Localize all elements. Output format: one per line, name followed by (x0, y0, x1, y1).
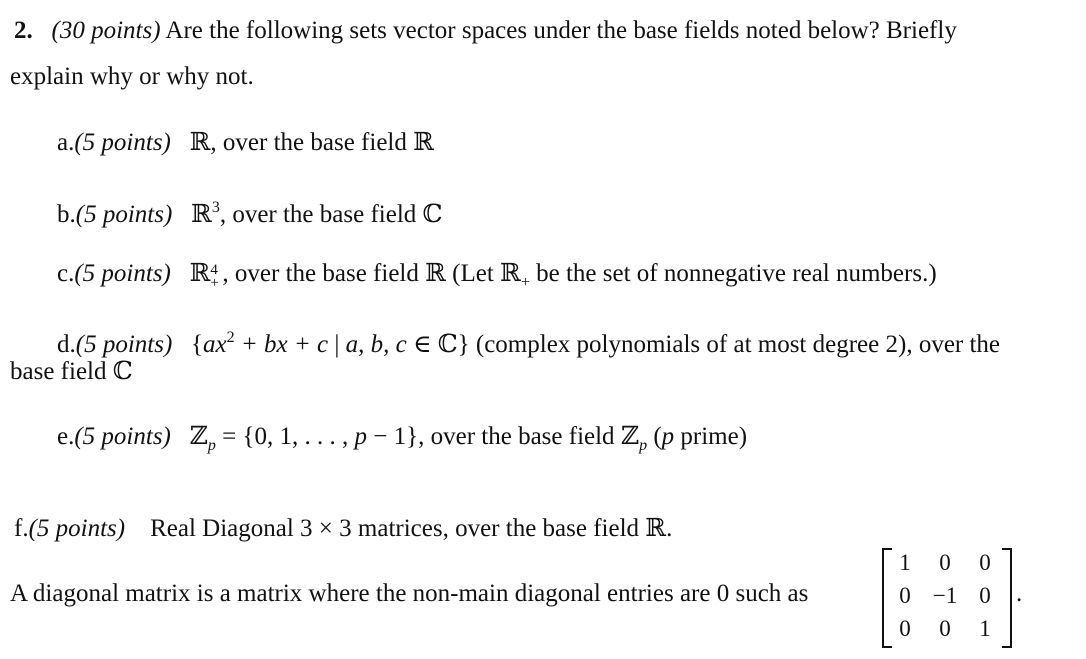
part-f-example-text: A diagonal matrix is a matrix where the non-main diagonal entries are 0 such as (10, 580, 809, 607)
part-a-set: ℝ (189, 127, 211, 156)
part-c-set-sup: 4 (210, 262, 218, 278)
part-c-label: c. (57, 260, 75, 287)
matrix-cell: 0 (939, 616, 951, 641)
part-f-end-period: . (1016, 580, 1023, 607)
problem-points: (30 points) (51, 17, 161, 44)
matrix-cell: 0 (899, 583, 911, 608)
part-d-text-line2: base field (10, 358, 113, 385)
part-d-in: ∈ (406, 331, 438, 358)
part-f (14, 513, 672, 544)
part-d-set-close: } (457, 331, 470, 358)
matrix-cell: 0 (939, 550, 951, 575)
part-a-label: a. (57, 129, 75, 156)
part-e-p2: p (661, 423, 675, 450)
part-b-text: , over the base field (219, 201, 423, 228)
part-a-field: ℝ (413, 127, 434, 156)
part-e-label: e. (57, 423, 75, 450)
part-b-set: ℝ (191, 199, 212, 228)
part-d-line2 (10, 356, 133, 387)
problem-text-line2: explain why or why not. (10, 63, 254, 90)
matrix-cell: 0 (899, 616, 911, 641)
part-c-set: ℝ (189, 258, 211, 287)
part-c-script (210, 258, 222, 291)
part-b-label: b. (57, 201, 76, 228)
part-d-poly-a: ax (203, 331, 227, 358)
part-c-set-sub: + (210, 275, 219, 291)
part-d-set-field: ℂ (437, 329, 458, 358)
matrix-cell: 0 (979, 583, 991, 608)
part-f-period: . (666, 515, 673, 542)
part-c-note-set: ℝ (500, 258, 521, 287)
part-e-p: p (354, 423, 367, 450)
part-e-text: , over the base field (418, 423, 621, 450)
part-a-points: (5 points) (74, 129, 171, 156)
part-d-points: (5 points) (75, 331, 173, 358)
part-b-points: (5 points) (75, 201, 173, 228)
part-d-line1 (57, 323, 1000, 360)
part-c (57, 258, 937, 298)
part-c-field: ℝ (425, 258, 446, 287)
part-e-field-sub: p (639, 437, 648, 454)
part-d-set-open: { (191, 331, 204, 358)
part-e-paren-open: ( (647, 423, 662, 450)
problem-number: 2. (14, 17, 33, 44)
part-e-equals: = {0, 1, . . . , (215, 423, 355, 450)
part-e-minus-one: − 1} (367, 423, 419, 450)
part-f-text-pre: Real Diagonal 3 × 3 matrices, over the base field (150, 515, 646, 542)
part-b (57, 193, 442, 230)
diagonal-matrix-example (882, 548, 1012, 646)
part-e (57, 421, 747, 461)
part-a-text: , over the base field (210, 129, 414, 156)
part-d-poly-rest: + bx + c (234, 331, 329, 358)
part-e-paren-close: prime) (674, 423, 748, 450)
part-c-points: (5 points) (74, 260, 171, 287)
part-c-note-pre: (Let (445, 260, 501, 287)
part-d-label: d. (57, 331, 76, 358)
problem-header-line1 (14, 16, 957, 46)
matrix-end-period (1016, 579, 1022, 609)
part-d-text-line1: (complex polynomials of at most degree 2), over the (469, 331, 1001, 358)
part-f-label: f. (14, 515, 29, 542)
part-f-points: (5 points) (28, 515, 126, 542)
part-b-set-sup: 3 (211, 199, 220, 216)
part-b-field: ℂ (422, 199, 443, 228)
part-f-example (10, 579, 808, 609)
part-c-note-post: be the set of nonnegative real numbers.) (529, 260, 937, 287)
part-d-vars: a, b, c (345, 331, 407, 358)
part-e-points: (5 points) (74, 423, 171, 450)
part-f-field: ℝ (645, 513, 667, 542)
problem-text-line1: Are the following sets vector spaces under the base fields noted below? Briefly (165, 17, 957, 44)
matrix-cell: 0 (979, 550, 991, 575)
part-a (57, 127, 434, 158)
part-d-poly-sup: 2 (226, 329, 235, 346)
part-e-set: ℤ (189, 421, 208, 450)
matrix-cell: 1 (899, 550, 911, 575)
part-d-field: ℂ (112, 356, 133, 385)
part-c-note-sub: + (520, 274, 530, 291)
part-c-text: , over the base field (222, 260, 426, 287)
part-d-bar: | (328, 331, 346, 358)
matrix-cell: −1 (932, 583, 958, 608)
problem-header-line2 (10, 62, 254, 92)
part-e-field: ℤ (620, 421, 640, 450)
matrix-right-bracket (1002, 548, 1012, 648)
part-e-set-sub: p (207, 437, 216, 454)
matrix-cell: 1 (979, 616, 991, 641)
